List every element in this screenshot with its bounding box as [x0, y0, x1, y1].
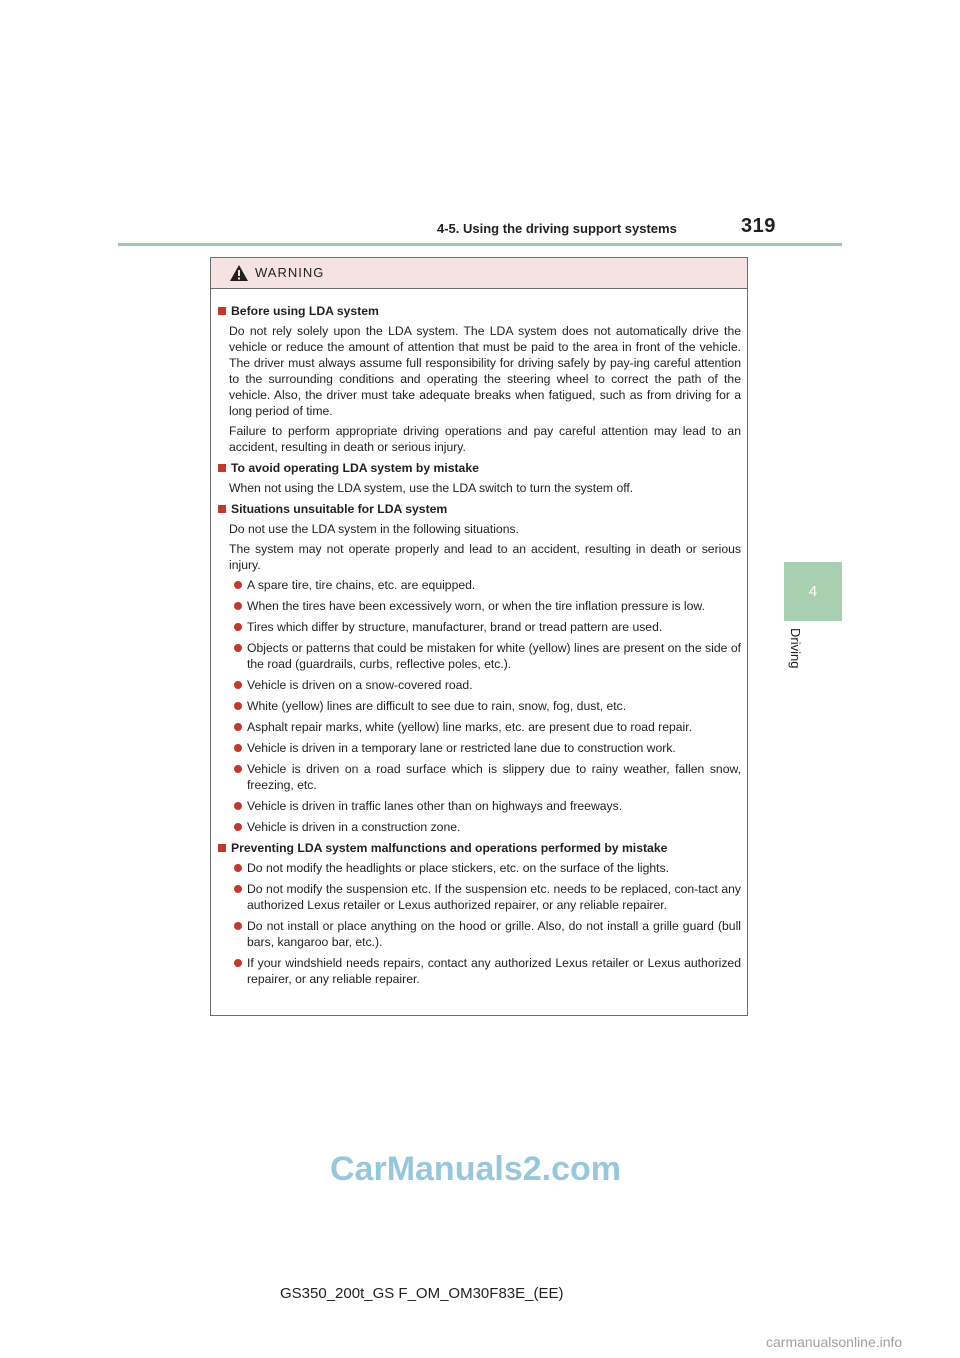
warning-section: [217, 460, 741, 496]
list-item-text: Objects or patterns that could be mistaken for white (yellow) lines are present on the side of the road (guardrails, curbs, reflective poles, etc.).: [247, 641, 741, 671]
square-bullet-icon: [218, 844, 226, 852]
list-item-text: Asphalt repair marks, white (yellow) line marks, etc. are present due to road repair.: [247, 720, 693, 734]
warning-title: WARNING: [255, 265, 325, 280]
round-bullet-icon: [234, 702, 242, 710]
square-bullet-icon: [218, 505, 226, 513]
round-bullet-icon: [234, 581, 242, 589]
list-item-text: Do not modify the headlights or place stickers, etc. on the surface of the lights.: [247, 861, 670, 875]
list-item: [234, 598, 741, 614]
list-item: [234, 918, 741, 950]
warning-triangle-icon: [229, 264, 249, 282]
round-bullet-icon: [234, 644, 242, 652]
document-code: GS350_200t_GS F_OM_OM30F83E_(EE): [280, 1285, 564, 1302]
list-item: [234, 698, 741, 714]
chapter-tab: [784, 562, 842, 621]
section-paragraph: Failure to perform appropriate driving operations and pay careful attention may lead to an accident, resulting in death or serious injury.: [229, 424, 741, 454]
list-item: [234, 740, 741, 756]
list-item-text: White (yellow) lines are difficult to see due to rain, snow, fog, dust, etc.: [247, 699, 627, 713]
section-paragraph: When not using the LDA system, use the LDA switch to turn the system off.: [229, 481, 634, 495]
square-bullet-icon: [218, 464, 226, 472]
list-item: [234, 955, 741, 987]
section-heading: [217, 303, 741, 319]
list-item-text: Vehicle is driven in a temporary lane or restricted lane due to construction work.: [247, 741, 676, 755]
section-paragraph: Do not use the LDA system in the following situations.: [229, 522, 519, 536]
section-heading: [217, 501, 741, 517]
warning-section: [217, 840, 741, 987]
section-heading-text: Preventing LDA system malfunctions and operations performed by mistake: [231, 841, 668, 855]
list-item: [234, 798, 741, 814]
header-divider: [118, 243, 842, 246]
list-item-text: Tires which differ by structure, manufacturer, brand or tread pattern are used.: [247, 620, 663, 634]
round-bullet-icon: [234, 885, 242, 893]
round-bullet-icon: [234, 802, 242, 810]
round-bullet-icon: [234, 681, 242, 689]
round-bullet-icon: [234, 765, 242, 773]
section-heading-text: Before using LDA system: [231, 304, 379, 318]
watermark: CarManuals2.com: [330, 1150, 621, 1188]
warning-body: [211, 289, 747, 987]
list-item: [234, 640, 741, 672]
list-item: [234, 577, 741, 593]
chapter-number: 4: [808, 583, 818, 600]
round-bullet-icon: [234, 864, 242, 872]
list-item-text: Vehicle is driven in a construction zone.: [247, 820, 461, 834]
list-item-text: Vehicle is driven in traffic lanes other than on highways and freeways.: [247, 799, 623, 813]
section-heading-text: Situations unsuitable for LDA system: [231, 502, 448, 516]
list-item: [234, 677, 741, 693]
list-item: [234, 881, 741, 913]
site-watermark: carmanualsonline.info: [766, 1334, 903, 1350]
list-item: [234, 860, 741, 876]
page-number: 319: [741, 215, 776, 237]
square-bullet-icon: [218, 307, 226, 315]
list-item-text: Do not modify the suspension etc. If the suspension etc. needs to be replaced, con-tact any authorized Lexus retailer or Lexus authorized repairer, or any reliable repairer.: [247, 882, 741, 912]
warning-box: [210, 257, 748, 1016]
list-item: [234, 761, 741, 793]
warning-section: [217, 303, 741, 455]
warning-section: [217, 501, 741, 835]
round-bullet-icon: [234, 959, 242, 967]
list-item-text: A spare tire, tire chains, etc. are equipped.: [247, 578, 476, 592]
list-item: [234, 619, 741, 635]
list-item-text: When the tires have been excessively worn, or when the tire inflation pressure is low.: [247, 599, 705, 613]
chapter-label: Driving: [788, 628, 803, 669]
section-heading: [217, 840, 741, 856]
list-item: [234, 719, 741, 735]
round-bullet-icon: [234, 602, 242, 610]
list-item-text: Do not install or place anything on the hood or grille. Also, do not install a grille guard (bull bars, kangaroo bar, etc.).: [247, 919, 741, 949]
round-bullet-icon: [234, 922, 242, 930]
warning-header: [211, 258, 747, 289]
section-title: 4-5. Using the driving support systems: [437, 221, 677, 236]
round-bullet-icon: [234, 623, 242, 631]
list-item-text: Vehicle is driven on a snow-covered road.: [247, 678, 473, 692]
section-paragraph: Do not rely solely upon the LDA system. The LDA system does not automatically drive the vehicle or reduce the amount of attention that must be paid to the area in front of the vehicle. The driver must always assume full responsibility for driving safely by pay-ing careful attention to the surrounding conditions and operating the steering wheel to correct the path of the vehicle. Also, the driver must take adequate breaks when fatigued, such as from driving for a long period of time.: [229, 324, 741, 418]
list-item-text: Vehicle is driven on a road surface which is slippery due to rainy weather, fallen snow, freezing, etc.: [247, 762, 741, 792]
section-heading-text: To avoid operating LDA system by mistake: [231, 461, 479, 475]
list-item: [234, 819, 741, 835]
section-heading: [217, 460, 741, 476]
round-bullet-icon: [234, 744, 242, 752]
list-item-text: If your windshield needs repairs, contact any authorized Lexus retailer or Lexus authorized repairer, or any reliable repairer.: [247, 956, 741, 986]
section-paragraph: The system may not operate properly and lead to an accident, resulting in death or serious injury.: [229, 542, 741, 572]
round-bullet-icon: [234, 723, 242, 731]
round-bullet-icon: [234, 823, 242, 831]
